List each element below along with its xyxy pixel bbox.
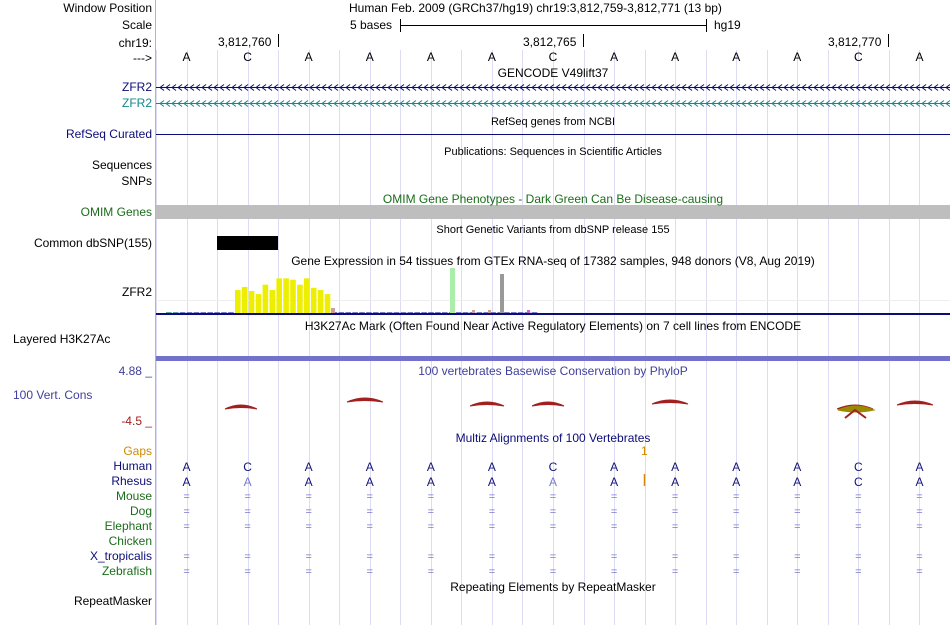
xtropicalis-base: = — [855, 551, 862, 563]
human-base: C — [243, 460, 252, 474]
mouse-base: = — [855, 491, 862, 503]
ruler-base: A — [671, 50, 680, 64]
species-label-chicken[interactable]: Chicken — [108, 534, 152, 548]
gtex-tissue-bar — [270, 290, 276, 313]
elephant-base: = — [183, 521, 190, 533]
mouse-base: = — [366, 491, 373, 503]
ruler-position-2: 3,812,765 — [523, 35, 577, 49]
cons-max-label: 4.88 _ — [118, 364, 152, 378]
gtex-tissue-bar — [339, 312, 345, 313]
elephant-base: = — [549, 521, 557, 533]
rhesus-base: A — [915, 475, 924, 489]
elephant-base: = — [427, 521, 435, 533]
xtropicalis-base: = — [916, 551, 923, 563]
track-label-sequences[interactable]: Sequences — [91, 158, 152, 172]
ruler-base: A — [732, 50, 741, 64]
human-base: A — [671, 460, 680, 474]
gtex-tissue-bar — [408, 312, 414, 313]
multiz-track-title[interactable]: Multiz Alignments of 100 Vertebrates — [455, 431, 651, 445]
dog-base: = — [244, 506, 251, 518]
gtex-tissue-bar — [401, 312, 407, 313]
gtex-tissue-bar — [490, 312, 496, 313]
refseq-track-title[interactable]: RefSeq genes from NCBI — [490, 116, 616, 128]
elephant-base: = — [733, 521, 740, 533]
elephant-base: = — [671, 521, 679, 533]
human-base: A — [732, 460, 741, 474]
human-base: A — [915, 460, 924, 474]
gtex-tissue-bar — [166, 312, 172, 313]
elephant-base: = — [305, 521, 312, 533]
ruler-base: A — [426, 50, 435, 64]
rhesus-base: A — [243, 475, 252, 489]
gtex-tissue-bar — [214, 312, 220, 313]
elephant-base: = — [488, 521, 496, 533]
omim-track-title[interactable]: OMIM Gene Phenotypes - Dark Green Can Be Disease-causing — [382, 192, 724, 206]
gtex-tissue-bar — [276, 278, 282, 313]
gtex-tissue-bar — [290, 280, 296, 313]
gtex-tissue-bar — [242, 287, 248, 313]
rhesus-base: C — [854, 475, 863, 489]
dog-base: = — [855, 506, 862, 518]
gtex-tissue-bar — [235, 290, 241, 313]
rhesus-base: A — [304, 475, 313, 489]
mouse-base: = — [610, 491, 618, 503]
xtropicalis-base: = — [244, 551, 251, 563]
ruler-base: A — [915, 50, 924, 64]
species-label-zebrafish[interactable]: Zebrafish — [101, 564, 152, 578]
zebrafish-base: = — [794, 566, 801, 578]
elephant-base: = — [244, 521, 251, 533]
ruler-base: A — [365, 50, 374, 64]
track-label-cons[interactable]: 100 Vert. Cons — [13, 388, 93, 402]
gtex-tissue-bar — [450, 268, 455, 313]
ruler-base: A — [182, 50, 191, 64]
mouse-base: = — [671, 491, 679, 503]
gtex-track-title[interactable]: Gene Expression in 54 tissues from GTEx RNA-seq of 17382 samples, 948 donors (V8, Aug 2019) — [291, 254, 815, 268]
cons-min-label: -4.5 _ — [121, 414, 152, 428]
mouse-base: = — [794, 491, 801, 503]
gtex-tissue-bar — [221, 312, 227, 313]
gtex-tissue-bar — [352, 312, 358, 313]
gtex-tissue-bar — [201, 312, 207, 313]
scale-text: 5 bases — [350, 18, 393, 32]
human-base: A — [182, 460, 191, 474]
ruler-base: C — [548, 50, 558, 64]
rhesus-base: A — [182, 475, 191, 489]
gtex-tissue-bar — [207, 312, 213, 313]
phylop-logo — [652, 400, 688, 404]
xtropicalis-base: = — [733, 551, 740, 563]
gtex-tissue-bar — [311, 288, 317, 313]
mouse-base: = — [244, 491, 251, 503]
gtex-tissue-bar — [173, 312, 179, 313]
phylop-logo — [347, 398, 383, 402]
rhesus-base: A — [426, 475, 435, 489]
gtex-tissue-bar — [318, 290, 324, 313]
dog-base: = — [671, 506, 679, 518]
rhesus-base: A — [548, 475, 558, 489]
track-label-gtex[interactable]: ZFR2 — [122, 285, 152, 299]
elephant-base: = — [610, 521, 618, 533]
human-base: A — [304, 460, 313, 474]
mouse-base: = — [183, 491, 190, 503]
gtex-tissue-bar — [373, 312, 379, 313]
gtex-tissue-bar — [518, 312, 524, 313]
gtex-tissue-bar — [428, 312, 434, 313]
gtex-tissue-bar — [456, 312, 462, 313]
zebrafish-base: = — [366, 566, 373, 578]
ruler-base: C — [854, 50, 863, 64]
dog-base: = — [794, 506, 801, 518]
mouse-base: = — [549, 491, 557, 503]
gtex-tissue-bar — [500, 274, 504, 313]
dog-base: = — [305, 506, 312, 518]
gtex-tissue-bar — [345, 312, 351, 313]
xtropicalis-base: = — [610, 551, 618, 563]
gtex-tissue-bar — [380, 312, 386, 313]
gtex-tissue-bar — [463, 312, 469, 313]
human-base: C — [854, 460, 863, 474]
track-label-refseq[interactable]: RefSeq Curated — [65, 127, 152, 141]
gtex-tissue-bar — [304, 278, 310, 313]
xtropicalis-base: = — [671, 551, 679, 563]
gencode-track-title[interactable]: GENCODE V49lift37 — [497, 66, 609, 80]
zebrafish-base: = — [855, 566, 862, 578]
mouse-base: = — [305, 491, 312, 503]
gtex-tissue-bar — [472, 310, 475, 313]
xtropicalis-base: = — [305, 551, 312, 563]
window-position-label: Window Position — [63, 1, 152, 15]
track-label-zfr2-gencode[interactable]: ZFR2 — [122, 80, 152, 94]
rhesus-base: A — [610, 475, 619, 489]
elephant-base: = — [366, 521, 373, 533]
xtropicalis-base: = — [366, 551, 373, 563]
track-label-dbsnp[interactable]: Common dbSNP(155) — [33, 236, 152, 250]
gtex-tissue-bar — [488, 310, 491, 313]
phylop-logo — [225, 405, 257, 409]
rhesus-base: A — [671, 475, 680, 489]
zebrafish-base: = — [244, 566, 251, 578]
dog-base: = — [366, 506, 373, 518]
gtex-tissue-bar — [297, 285, 303, 313]
dog-base: = — [427, 506, 435, 518]
gtex-tissue-bar — [331, 308, 335, 313]
phylop-logo — [470, 402, 504, 406]
rhesus-base: A — [487, 475, 496, 489]
species-label-dog[interactable]: Dog — [129, 504, 152, 518]
gtex-tissue-bar — [477, 312, 483, 313]
dog-base: = — [733, 506, 740, 518]
dbsnp-track-title[interactable]: Short Genetic Variants from dbSNP release 155 — [436, 224, 670, 236]
phylop-logo — [532, 402, 564, 406]
gtex-tissue-bar — [228, 312, 234, 313]
xtropicalis-base: = — [488, 551, 496, 563]
h3k27ac-track-title[interactable]: H3K27Ac Mark (Often Found Near Active Regulatory Elements) on 7 cell lines from ENCODE — [304, 319, 802, 333]
zebrafish-base: = — [305, 566, 312, 578]
track-label-gaps[interactable]: Gaps — [123, 444, 152, 458]
gtex-tissue-bar — [527, 310, 530, 313]
ruler-base: A — [793, 50, 802, 64]
zebrafish-base: = — [549, 566, 557, 578]
dog-base: = — [916, 506, 923, 518]
gtex-tissue-bar — [249, 291, 255, 313]
mouse-base: = — [427, 491, 435, 503]
species-label-rhesus[interactable]: Rhesus — [111, 474, 152, 488]
ruler-base: C — [243, 50, 252, 64]
elephant-base: = — [916, 521, 923, 533]
gtex-tissue-bar — [366, 312, 372, 313]
zebrafish-base: = — [488, 566, 496, 578]
scale-label: Scale — [121, 18, 152, 32]
gtex-tissue-bar — [325, 294, 331, 313]
species-label-mouse[interactable]: Mouse — [115, 489, 152, 503]
ruler-position-1: 3,812,760 — [218, 35, 272, 49]
publications-track-title[interactable]: Publications: Sequences in Scientific Articles — [444, 146, 662, 158]
gtex-tissue-bar — [414, 312, 420, 313]
omim-bar — [156, 205, 950, 219]
gtex-tissue-bar — [180, 312, 186, 313]
gtex-tissue-bar — [387, 312, 393, 313]
zebrafish-base: = — [733, 566, 740, 578]
track-label-omim[interactable]: OMIM Genes — [80, 205, 152, 219]
elephant-base: = — [855, 521, 862, 533]
human-base: A — [365, 460, 374, 474]
rhesus-base: A — [732, 475, 741, 489]
dog-base: = — [610, 506, 618, 518]
zebrafish-base: = — [610, 566, 618, 578]
gtex-tissue-bar — [359, 312, 365, 313]
repeatmasker-track-title[interactable]: Repeating Elements by RepeatMasker — [450, 580, 656, 594]
dbsnp-variant — [217, 236, 278, 250]
gtex-tissue-bar — [263, 285, 269, 313]
gtex-tissue-bar — [194, 312, 200, 313]
ruler-base: A — [487, 50, 496, 64]
xtropicalis-base: = — [794, 551, 801, 563]
zebrafish-base: = — [916, 566, 923, 578]
track-label-zfr2-gencode-2[interactable]: ZFR2 — [122, 96, 152, 110]
dog-base: = — [488, 506, 496, 518]
window-position-text: Human Feb. 2009 (GRCh37/hg19) chr19:3,812,759-3,812,771 (13 bp) — [349, 1, 722, 15]
mouse-base: = — [733, 491, 740, 503]
gtex-tissue-bar — [256, 294, 262, 313]
species-label-elephant[interactable]: Elephant — [104, 519, 152, 533]
elephant-base: = — [794, 521, 801, 533]
mouse-base: = — [488, 491, 496, 503]
human-base: A — [610, 460, 619, 474]
gtex-tissue-bar — [435, 312, 441, 313]
xtropicalis-base: = — [549, 551, 557, 563]
strand-label: ---> — [133, 51, 152, 65]
human-base: A — [426, 460, 435, 474]
human-base: A — [793, 460, 802, 474]
gtex-tissue-bar — [532, 312, 538, 313]
h3k27ac-signal — [156, 356, 950, 361]
assembly-text: hg19 — [714, 18, 741, 32]
ruler-base: A — [610, 50, 619, 64]
ruler-base: A — [304, 50, 313, 64]
zebrafish-base: = — [427, 566, 435, 578]
gtex-tissue-bar — [504, 312, 510, 313]
human-base: C — [548, 460, 558, 474]
gtex-tissue-bar — [421, 312, 427, 313]
chrom-label: chr19: — [118, 36, 152, 50]
gtex-tissue-bar — [511, 312, 517, 313]
zebrafish-base: = — [183, 566, 190, 578]
dog-base: = — [183, 506, 190, 518]
gtex-tissue-bar — [187, 312, 193, 313]
ruler-position-3: 3,812,770 — [828, 35, 882, 49]
phylop-logo — [897, 401, 933, 405]
rhesus-base: A — [793, 475, 802, 489]
gtex-tissue-bar — [442, 312, 448, 313]
xtropicalis-base: = — [183, 551, 190, 563]
gap-count: 1 — [641, 444, 648, 458]
track-label-snps[interactable]: SNPs — [121, 174, 152, 188]
dog-base: = — [549, 506, 557, 518]
zebrafish-base: = — [671, 566, 679, 578]
track-label-h3k27ac[interactable]: Layered H3K27Ac — [13, 332, 111, 346]
species-label-human[interactable]: Human — [113, 459, 152, 473]
track-label-repeatmasker[interactable]: RepeatMasker — [73, 594, 152, 608]
gtex-tissue-bar — [283, 278, 289, 313]
human-base: A — [487, 460, 496, 474]
mouse-base: = — [916, 491, 923, 503]
species-label-xtropicalis[interactable]: X_tropicalis — [89, 549, 152, 563]
phylop-track-title[interactable]: 100 vertebrates Basewise Conservation by PhyloP — [418, 364, 688, 378]
xtropicalis-base: = — [427, 551, 435, 563]
gtex-tissue-bar — [394, 312, 400, 313]
rhesus-base: A — [365, 475, 374, 489]
